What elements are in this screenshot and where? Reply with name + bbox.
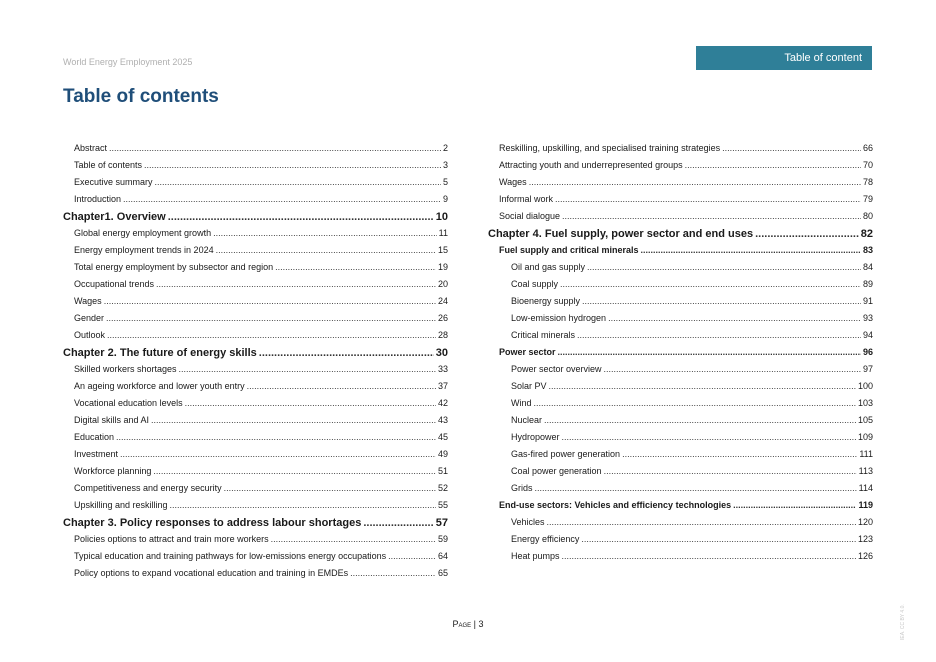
toc-entry[interactable] <box>488 534 873 551</box>
toc-entry-page: 55 <box>437 500 448 510</box>
toc-entry[interactable] <box>488 262 873 279</box>
toc-entry-label: Bioenergy supply <box>511 296 581 306</box>
toc-dot-leader <box>549 381 856 391</box>
toc-entry-label: Global energy employment growth <box>74 228 212 238</box>
toc-entry-label: Wages <box>499 177 527 187</box>
toc-entry[interactable] <box>63 313 448 330</box>
toc-entry[interactable] <box>63 364 448 381</box>
toc-entry[interactable] <box>63 534 448 551</box>
toc-dot-leader <box>560 279 861 289</box>
toc-entry-page: 97 <box>862 364 873 374</box>
copyright-note: IEA. CC BY 4.0. <box>900 604 906 640</box>
toc-entry-page: 24 <box>437 296 448 306</box>
toc-entry-label: Chapter 4. Fuel supply, power sector and end uses <box>488 228 754 240</box>
toc-entry[interactable] <box>488 245 873 262</box>
section-tab-label: Table of content <box>784 52 862 64</box>
toc-entry-label: Fuel supply and critical minerals <box>499 245 639 255</box>
toc-entry[interactable] <box>488 415 873 432</box>
toc-entry[interactable] <box>488 177 873 194</box>
toc-dot-leader <box>275 262 436 272</box>
toc-dot-leader <box>587 262 861 272</box>
toc-entry-page: 5 <box>442 177 448 187</box>
toc-dot-leader <box>271 534 436 544</box>
toc-entry[interactable] <box>488 381 873 398</box>
toc-dot-leader <box>733 500 856 510</box>
toc-entry-label: Low-emission hydrogen <box>511 313 607 323</box>
toc-entry[interactable] <box>63 296 448 313</box>
toc-entry-page: 49 <box>437 449 448 459</box>
toc-entry[interactable] <box>63 177 448 194</box>
toc-entry-label: Grids <box>511 483 533 493</box>
toc-entry-page: 119 <box>858 500 873 510</box>
toc-dot-leader <box>685 160 861 170</box>
toc-entry-label: An ageing workforce and lower youth entry <box>74 381 245 391</box>
toc-entry-page: 126 <box>857 551 873 561</box>
section-tab <box>696 46 872 70</box>
toc-entry-page: 120 <box>857 517 873 527</box>
toc-entry-page: 70 <box>862 160 873 170</box>
toc-dot-leader <box>247 381 436 391</box>
toc-entry-label: Skilled workers shortages <box>74 364 177 374</box>
toc-entry-page: 43 <box>437 415 448 425</box>
toc-entry-page: 20 <box>437 279 448 289</box>
toc-entry-page: 42 <box>437 398 448 408</box>
toc-entry[interactable] <box>63 194 448 211</box>
toc-entry-label: Gas-fired power generation <box>511 449 621 459</box>
toc-dot-leader <box>168 211 434 223</box>
toc-dot-leader <box>604 364 861 374</box>
toc-entry-page: 30 <box>435 347 448 359</box>
toc-entry-label: Chapter 2. The future of energy skills <box>63 347 257 359</box>
toc-entry[interactable] <box>63 228 448 245</box>
toc-entry-label: Competitiveness and energy security <box>74 483 222 493</box>
toc-dot-leader <box>151 415 436 425</box>
toc-entry-page: 10 <box>435 211 448 223</box>
toc-entry[interactable] <box>488 330 873 347</box>
toc-entry-page: 100 <box>857 381 873 391</box>
toc-entry-page: 83 <box>862 245 873 255</box>
page-footer <box>0 619 936 629</box>
toc-entry[interactable] <box>488 432 873 449</box>
toc-entry-page: 91 <box>862 296 873 306</box>
toc-entry[interactable] <box>63 143 448 160</box>
toc-dot-leader <box>755 228 859 240</box>
toc-dot-leader <box>547 517 856 527</box>
toc-entry-label: Energy efficiency <box>511 534 580 544</box>
toc-entry-label: Coal power generation <box>511 466 602 476</box>
toc-entry[interactable] <box>488 364 873 381</box>
toc-entry-page: 45 <box>437 432 448 442</box>
toc-entry-label: Chapter 3. Policy responses to address labour shortages <box>63 517 362 529</box>
page-title: Table of contents <box>63 86 219 107</box>
toc-entry-page: 79 <box>862 194 873 204</box>
toc-entry-page: 15 <box>437 245 448 255</box>
toc-chapter-entry[interactable] <box>63 517 448 534</box>
toc-entry-page: 9 <box>442 194 448 204</box>
toc-entry-page: 80 <box>862 211 873 221</box>
toc-entry[interactable] <box>488 500 873 517</box>
toc-entry-label: Typical education and training pathways for low-emissions energy occupations <box>74 551 387 561</box>
toc-entry-label: Digital skills and AI <box>74 415 150 425</box>
toc-dot-leader <box>363 517 433 529</box>
toc-dot-leader <box>534 398 856 408</box>
toc-dot-leader <box>156 279 436 289</box>
toc-entry-page: 51 <box>437 466 448 476</box>
toc-entry-label: Oil and gas supply <box>511 262 586 272</box>
toc-entry-page: 64 <box>437 551 448 561</box>
toc-entry-page: 66 <box>862 143 873 153</box>
toc-entry-label: Table of contents <box>74 160 143 170</box>
toc-entry-page: 93 <box>862 313 873 323</box>
toc-entry-label: End-use sectors: Vehicles and efficiency technologies <box>499 500 732 510</box>
page-separator: | <box>471 619 479 629</box>
toc-dot-leader <box>581 534 856 544</box>
toc-dot-leader <box>213 228 437 238</box>
toc-entry-label: Critical minerals <box>511 330 576 340</box>
toc-dot-leader <box>185 398 436 408</box>
toc-entry-label: Chapter1. Overview <box>63 211 166 223</box>
toc-entry[interactable] <box>488 347 873 364</box>
toc-dot-leader <box>722 143 861 153</box>
toc-entry-page: 109 <box>857 432 873 442</box>
toc-dot-leader <box>259 347 434 359</box>
toc-dot-leader <box>641 245 861 255</box>
toc-left-column <box>63 143 448 585</box>
toc-entry[interactable] <box>63 415 448 432</box>
toc-entry-label: Wages <box>74 296 102 306</box>
toc-entry-page: 57 <box>435 517 448 529</box>
toc-dot-leader <box>562 551 856 561</box>
toc-entry-label: Total energy employment by subsector and region <box>74 262 274 272</box>
toc-dot-leader <box>350 568 436 578</box>
toc-entry-label: Workforce planning <box>74 466 152 476</box>
toc-entry-page: 82 <box>860 228 873 240</box>
toc-entry-page: 89 <box>862 279 873 289</box>
toc-entry-page: 19 <box>437 262 448 272</box>
toc-entry[interactable] <box>488 517 873 534</box>
running-title: World Energy Employment 2025 <box>63 57 193 67</box>
toc-dot-leader <box>104 296 436 306</box>
toc-entry-label: Policy options to expand vocational education and training in EMDEs <box>74 568 349 578</box>
toc-entry-label: Energy employment trends in 2024 <box>74 245 214 255</box>
toc-dot-leader <box>120 449 436 459</box>
toc-entry[interactable] <box>63 160 448 177</box>
toc-entry-page: 65 <box>437 568 448 578</box>
toc-entry-label: Abstract <box>74 143 108 153</box>
toc-entry-label: Policies options to attract and train more workers <box>74 534 269 544</box>
toc-entry-label: Attracting youth and underrepresented groups <box>499 160 683 170</box>
toc-entry[interactable] <box>488 483 873 500</box>
toc-entry-label: Gender <box>74 313 105 323</box>
toc-entry-label: Reskilling, upskilling, and specialised training strategies <box>499 143 721 153</box>
toc-dot-leader <box>562 432 856 442</box>
toc-entry-label: Vocational education levels <box>74 398 183 408</box>
toc-dot-leader <box>535 483 857 493</box>
toc-entry-page: 114 <box>858 483 873 493</box>
toc-dot-leader <box>608 313 861 323</box>
toc-entry[interactable] <box>488 194 873 211</box>
toc-entry[interactable] <box>488 279 873 296</box>
toc-entry-page: 103 <box>857 398 873 408</box>
toc-entry-page: 2 <box>442 143 448 153</box>
toc-dot-leader <box>116 432 436 442</box>
toc-entry-page: 105 <box>857 415 873 425</box>
toc-dot-leader <box>224 483 436 493</box>
toc-entry[interactable] <box>63 432 448 449</box>
toc-entry-label: Nuclear <box>511 415 543 425</box>
page-word: Page <box>452 619 472 629</box>
toc-entry[interactable] <box>63 279 448 296</box>
toc-entry-label: Executive summary <box>74 177 153 187</box>
toc-entry[interactable] <box>63 245 448 262</box>
toc-entry-label: Hydropower <box>511 432 560 442</box>
toc-entry-page: 28 <box>437 330 448 340</box>
toc-entry[interactable] <box>488 143 873 160</box>
toc-entry-label: Solar PV <box>511 381 547 391</box>
toc-entry-page: 52 <box>437 483 448 493</box>
toc-entry-label: Heat pumps <box>511 551 560 561</box>
toc-entry-page: 123 <box>857 534 873 544</box>
toc-dot-leader <box>604 466 857 476</box>
toc-entry[interactable] <box>63 483 448 500</box>
toc-entry[interactable] <box>488 551 873 568</box>
toc-dot-leader <box>153 466 436 476</box>
toc-entry[interactable] <box>488 313 873 330</box>
toc-dot-leader <box>555 194 861 204</box>
toc-dot-leader <box>622 449 857 459</box>
toc-dot-leader <box>582 296 861 306</box>
toc-entry-page: 59 <box>437 534 448 544</box>
toc-entry[interactable] <box>488 296 873 313</box>
toc-entry[interactable] <box>488 466 873 483</box>
toc-dot-leader <box>170 500 436 510</box>
toc-entry-label: Introduction <box>74 194 122 204</box>
toc-entry-label: Informal work <box>499 194 554 204</box>
toc-dot-leader <box>155 177 441 187</box>
toc-right-column <box>488 143 873 568</box>
toc-entry[interactable] <box>63 449 448 466</box>
toc-entry-page: 33 <box>437 364 448 374</box>
toc-entry-page: 11 <box>438 228 448 238</box>
toc-entry[interactable] <box>63 551 448 568</box>
toc-entry[interactable] <box>63 466 448 483</box>
toc-entry[interactable] <box>488 449 873 466</box>
toc-entry-label: Education <box>74 432 115 442</box>
toc-entry-page: 96 <box>862 347 873 357</box>
toc-dot-leader <box>109 143 441 153</box>
toc-entry-page: 94 <box>862 330 873 340</box>
toc-entry[interactable] <box>63 262 448 279</box>
toc-entry[interactable] <box>488 160 873 177</box>
toc-entry-page: 113 <box>858 466 873 476</box>
toc-chapter-entry[interactable] <box>488 228 873 245</box>
toc-entry-label: Outlook <box>74 330 106 340</box>
toc-dot-leader <box>179 364 436 374</box>
toc-entry[interactable] <box>63 568 448 585</box>
toc-dot-leader <box>388 551 436 561</box>
toc-dot-leader <box>144 160 441 170</box>
toc-entry-label: Power sector <box>499 347 556 357</box>
toc-entry-label: Investment <box>74 449 119 459</box>
toc-chapter-entry[interactable] <box>63 347 448 364</box>
toc-entry-label: Coal supply <box>511 279 559 289</box>
toc-entry-label: Wind <box>511 398 532 408</box>
toc-dot-leader <box>577 330 861 340</box>
toc-entry-label: Power sector overview <box>511 364 602 374</box>
toc-dot-leader <box>529 177 861 187</box>
toc-chapter-entry[interactable] <box>63 211 448 228</box>
toc-entry[interactable] <box>63 500 448 517</box>
toc-entry-label: Upskilling and reskilling <box>74 500 168 510</box>
toc-entry[interactable] <box>488 211 873 228</box>
toc-dot-leader <box>216 245 436 255</box>
toc-dot-leader <box>106 313 436 323</box>
toc-entry-page: 111 <box>859 449 873 459</box>
toc-dot-leader <box>544 415 856 425</box>
toc-entry[interactable] <box>63 398 448 415</box>
toc-entry-label: Vehicles <box>511 517 545 527</box>
page-number: 3 <box>478 619 484 629</box>
toc-dot-leader <box>123 194 441 204</box>
toc-entry-label: Occupational trends <box>74 279 155 289</box>
toc-entry[interactable] <box>63 330 448 347</box>
toc-entry-page: 84 <box>862 262 873 272</box>
toc-entry-label: Social dialogue <box>499 211 561 221</box>
toc-entry-page: 78 <box>862 177 873 187</box>
toc-entry[interactable] <box>488 398 873 415</box>
toc-entry[interactable] <box>63 381 448 398</box>
toc-entry-page: 26 <box>437 313 448 323</box>
toc-entry-page: 37 <box>437 381 448 391</box>
toc-dot-leader <box>107 330 436 340</box>
toc-entry-page: 3 <box>442 160 448 170</box>
toc-dot-leader <box>562 211 861 221</box>
toc-dot-leader <box>558 347 861 357</box>
